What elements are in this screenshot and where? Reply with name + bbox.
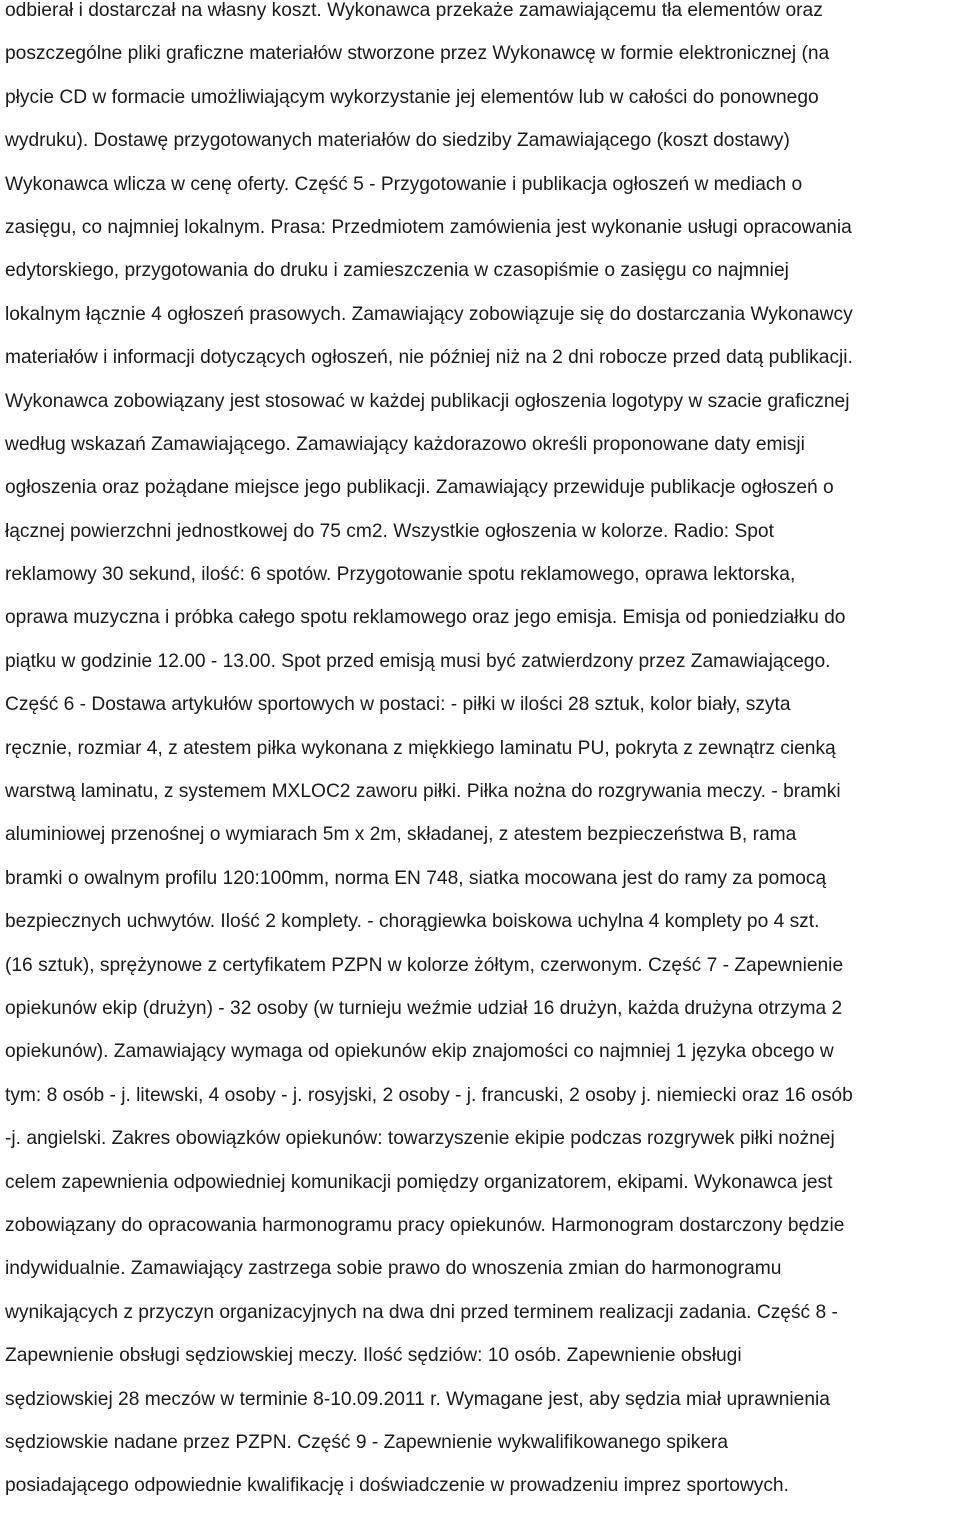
text-line: materiałów i informacji dotyczących ogłoszeń, nie później niż na 2 dni robocze przed datą publikacji. — [5, 347, 853, 369]
text-line: -j. angielski. Zakres obowiązków opiekunów: towarzyszenie ekipie podczas rozgrywek piłki nożnej — [5, 1128, 835, 1150]
text-line: zobowiązany do opracowania harmonogramu pracy opiekunów. Harmonogram dostarczony będzie — [5, 1214, 845, 1236]
text-line: edytorskiego, przygotowania do druku i zamieszczenia w czasopiśmie o zasięgu co najmniej — [5, 260, 789, 282]
text-line: reklamowy 30 sekund, ilość: 6 spotów. Przygotowanie spotu reklamowego, oprawa lektorska, — [5, 564, 796, 586]
text-line: wydruku). Dostawę przygotowanych materiałów do siedziby Zamawiającego (koszt dostawy) — [5, 130, 790, 152]
text-line: wynikających z przyczyn organizacyjnych na dwa dni przed terminem realizacji zadania. Część 8 - — [5, 1301, 838, 1323]
text-line: poszczególne pliki graficzne materiałów stworzone przez Wykonawcę w formie elektronicznej (na — [5, 43, 830, 65]
text-line: Zapewnienie obsługi sędziowskiej meczy. Ilość sędziów: 10 osób. Zapewnienie obsługi — [5, 1345, 742, 1367]
text-line: sędziowskiej 28 meczów w terminie 8-10.09.2011 r. Wymagane jest, aby sędzia miał uprawnienia — [5, 1388, 830, 1410]
text-line: ręcznie, rozmiar 4, z atestem piłka wykonana z miękkiego laminatu PU, pokryta z zewnątrz cienką — [5, 737, 836, 759]
text-line: Wykonawca zobowiązany jest stosować w każdej publikacji ogłoszenia logotypy w szacie graficznej — [5, 390, 850, 412]
text-line: bramki o owalnym profilu 120:100mm, norma EN 748, siatka mocowana jest do ramy za pomocą — [5, 867, 827, 889]
text-line: indywidualnie. Zamawiający zastrzega sobie prawo do wnoszenia zmian do harmonogramu — [5, 1258, 782, 1280]
text-line: warstwą laminatu, z systemem MXLOC2 zaworu piłki. Piłka nożna do rozgrywania meczy. - bramki — [5, 781, 841, 803]
text-line: łącznej powierzchni jednostkowej do 75 cm2. Wszystkie ogłoszenia w kolorze. Radio: Spot — [5, 520, 774, 542]
text-line: piątku w godzinie 12.00 - 13.00. Spot przed emisją musi być zatwierdzony przez Zamawiającego. — [5, 650, 831, 672]
text-line: Część 6 - Dostawa artykułów sportowych w postaci: - piłki w ilości 28 sztuk, kolor biały, szyta — [5, 694, 791, 716]
text-line: (16 sztuk), sprężynowe z certyfikatem PZPN w kolorze żółtym, czerwonym. Część 7 - Zapewnienie — [5, 954, 844, 976]
text-line: bezpiecznych uchwytów. Ilość 2 komplety. - chorągiewka boiskowa uchylna 4 komplety po 4 szt. — [5, 911, 820, 933]
text-line: posiadającego odpowiednie kwalifikację i doświadczenie w prowadzeniu imprez sportowych. — [5, 1475, 789, 1497]
text-line: tym: 8 osób - j. litewski, 4 osoby - j. rosyjski, 2 osoby - j. francuski, 2 osoby j. niemiecki oraz 16 osób — [5, 1084, 853, 1106]
text-line: według wskazań Zamawiającego. Zamawiający każdorazowo określi proponowane daty emisji — [5, 433, 805, 455]
text-line: lokalnym łącznie 4 ogłoszeń prasowych. Zamawiający zobowiązuje się do dostarczania Wykonawcy — [5, 303, 853, 325]
text-line: opiekunów ekip (drużyn) - 32 osoby (w turnieju weźmie udział 16 drużyn, każda drużyna otrzyma 2 — [5, 997, 843, 1019]
text-line: Wykonawca wlicza w cenę oferty. Część 5 - Przygotowanie i publikacja ogłoszeń w mediach o — [5, 173, 803, 195]
text-line: oprawa muzyczna i próbka całego spotu reklamowego oraz jego emisja. Emisja od poniedziałku do — [5, 607, 846, 629]
text-line: aluminiowej przenośnej o wymiarach 5m x 2m, składanej, z atestem bezpieczeństwa B, rama — [5, 824, 797, 846]
text-line: płycie CD w formacie umożliwiającym wykorzystanie jej elementów lub w całości do ponownego — [5, 86, 819, 108]
text-line: sędziowskie nadane przez PZPN. Część 9 - Zapewnienie wykwalifikowanego spikera — [5, 1431, 729, 1453]
text-line: opiekunów). Zamawiający wymaga od opiekunów ekip znajomości co najmniej 1 języka obcego w — [5, 1041, 834, 1063]
text-line: ogłoszenia oraz pożądane miejsce jego publikacji. Zamawiający przewiduje publikacje ogłoszeń o — [5, 477, 834, 499]
text-line: odbierał i dostarczał na własny koszt. Wykonawca przekaże zamawiającemu tła elementów oraz — [5, 0, 823, 21]
text-line: celem zapewnienia odpowiedniej komunikacji pomiędzy organizatorem, ekipami. Wykonawca jest — [5, 1171, 833, 1193]
text-line: zasięgu, co najmniej lokalnym. Prasa: Przedmiotem zamówienia jest wykonanie usługi opracowania — [5, 216, 852, 238]
document-body — [5, 0, 957, 1519]
